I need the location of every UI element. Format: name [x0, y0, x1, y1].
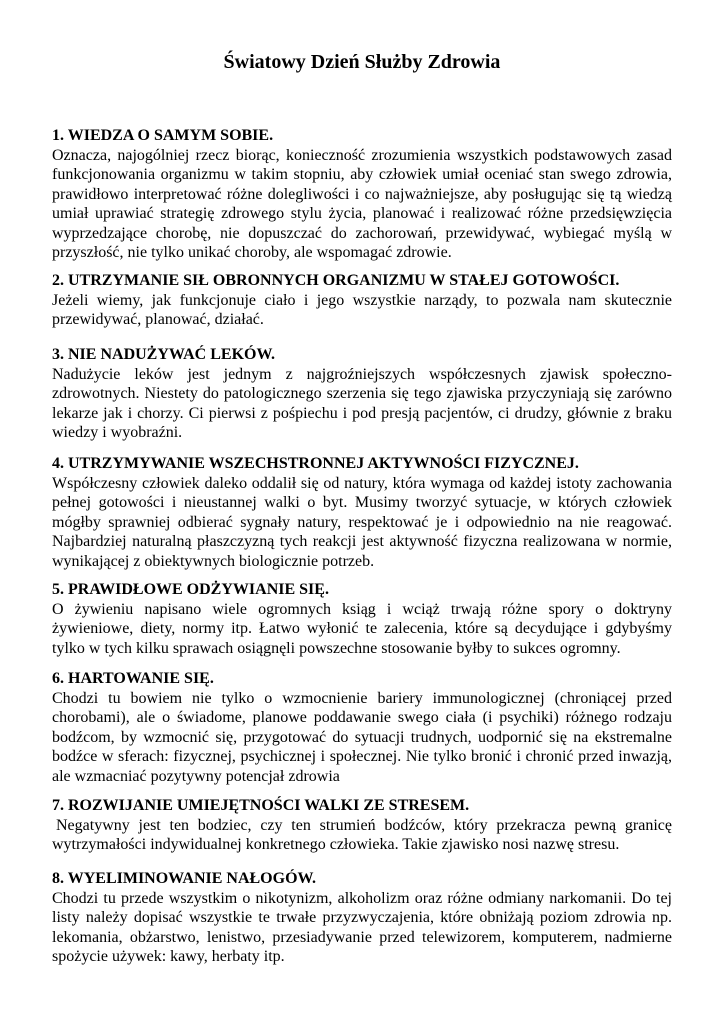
- section-heading: 1. WIEDZA O SAMYM SOBIE.: [52, 127, 274, 144]
- section-heading: 8. WYELIMINOWANIE NAŁOGÓW.: [52, 870, 317, 887]
- section-7: [52, 796, 672, 855]
- section-heading: 2. UTRZYMANIE SIŁ OBRONNYCH ORGANIZMU W STAŁEJ GOTOWOŚCI.: [52, 272, 620, 289]
- section-body: Chodzi tu przede wszystkim o nikotynizm, alkoholizm oraz różne odmiany narkomanii. Do tej listy należy dopisać wszystkie te trwałe przyzwyczajenia, które obniżają poziom zdrowia np. lekomania, obżarstwo, lenistwo, przesiadywanie przed telewizorem, komputerem, nadmierne spożycie używek: kawy, herbaty itp.: [52, 889, 672, 965]
- section-heading: 4. UTRZYMYWANIE WSZECHSTRONNEJ AKTYWNOŚCI FIZYCZNEJ.: [52, 455, 579, 472]
- section-4: [52, 454, 672, 571]
- section-2: [52, 271, 672, 330]
- section-body: Oznacza, najogólniej rzecz biorąc, konieczność zrozumienia wszystkich podstawowych zasad funkcjonowania organizmu w takim stopniu, aby człowiek umiał oceniać stan swego zdrowia, prawidłowo interpretować różne dolegliwości i co najważniejsze, aby posługując się tą wiedzą umiał uprawiać strategię zdrowego stylu życia, planować i realizować różne przedsięwzięcia wyprzedzające chorobę, nie dopuszczać do zachorowań, przewidywać, wybiegać myślą w przyszłość, nie tylko unikać choroby, ale wspomagać zdrowie.: [52, 146, 672, 261]
- section-body: Negatywny jest ten bodziec, czy ten strumień bodźców, który przekracza pewną granicę wytrzymałości indywidualnej konkretnego człowieka. Takie zjawisko nosi nazwę stresu.: [52, 816, 672, 853]
- section-body: Współczesny człowiek daleko oddalił się od natury, która wymaga od każdej istoty zachowania pełnej gotowości i nieustannej walki o byt. Musimy tworzyć sytuacje, w których człowiek mógłby sprawniej odbierać sygnały natury, respektować je i odpowiednio na nie reagować. Najbardziej naturalną płaszczyzną tych reakcji jest aktywność fizyczna realizowana w normie, wynikającej z obiektywnych biologicznie potrzeb.: [52, 474, 672, 570]
- section-3: [52, 345, 672, 443]
- section-1: [52, 126, 672, 263]
- section-heading: 6. HARTOWANIE SIĘ.: [52, 670, 214, 687]
- section-heading: 3. NIE NADUŻYWAĆ LEKÓW.: [52, 346, 275, 363]
- section-body: Jeżeli wiemy, jak funkcjonuje ciało i jego wszystkie narządy, to pozwala nam skutecznie przewidywać, planować, działać.: [52, 291, 672, 328]
- section-body: Chodzi tu bowiem nie tylko o wzmocnienie bariery immunologicznej (chroniącej przed chorobami), ale o świadome, planowe poddawanie swego ciała (i psychiki) różnego rodzaju bodźcom, by wzmocnić się, przygotować do sytuacji trudnych, uodpornić się na ekstremalne bodźce w sferach: fizycznej, psychicznej i społecznej. Nie tylko bronić i chronić przed inwazją, ale wzmacniać pozytywny potencjał zdrowia: [52, 689, 672, 785]
- section-heading: 5. PRAWIDŁOWE ODŻYWIANIE SIĘ.: [52, 581, 329, 598]
- section-heading: 7. ROZWIJANIE UMIEJĘTNOŚCI WALKI ZE STRESEM.: [52, 797, 470, 814]
- section-8: [52, 869, 672, 967]
- document-title: Światowy Dzień Służby Zdrowia: [223, 51, 501, 73]
- section-5: [52, 580, 672, 658]
- section-6: [52, 669, 672, 786]
- section-body: O żywieniu napisano wiele ogromnych ksiąg i wciąż trwają różne spory o doktryny żywieniowe, diety, normy itp. Łatwo wyłonić te zalecenia, które są decydujące i gdybyśmy tylko w tych kilku sprawach osiągnęli powszechne stosowanie byłby to sukces ogromny.: [52, 600, 672, 657]
- section-body: Nadużycie leków jest jednym z najgroźniejszych współczesnych zjawisk społeczno-zdrowotnych. Niestety do patologicznego szerzenia się tego zjawiska przyczyniają się zarówno lekarze jak i chorzy. Ci pierwsi z pośpiechu i pod presją pacjentów, ci drudzy, głównie z braku wiedzy i wyobraźni.: [52, 365, 672, 441]
